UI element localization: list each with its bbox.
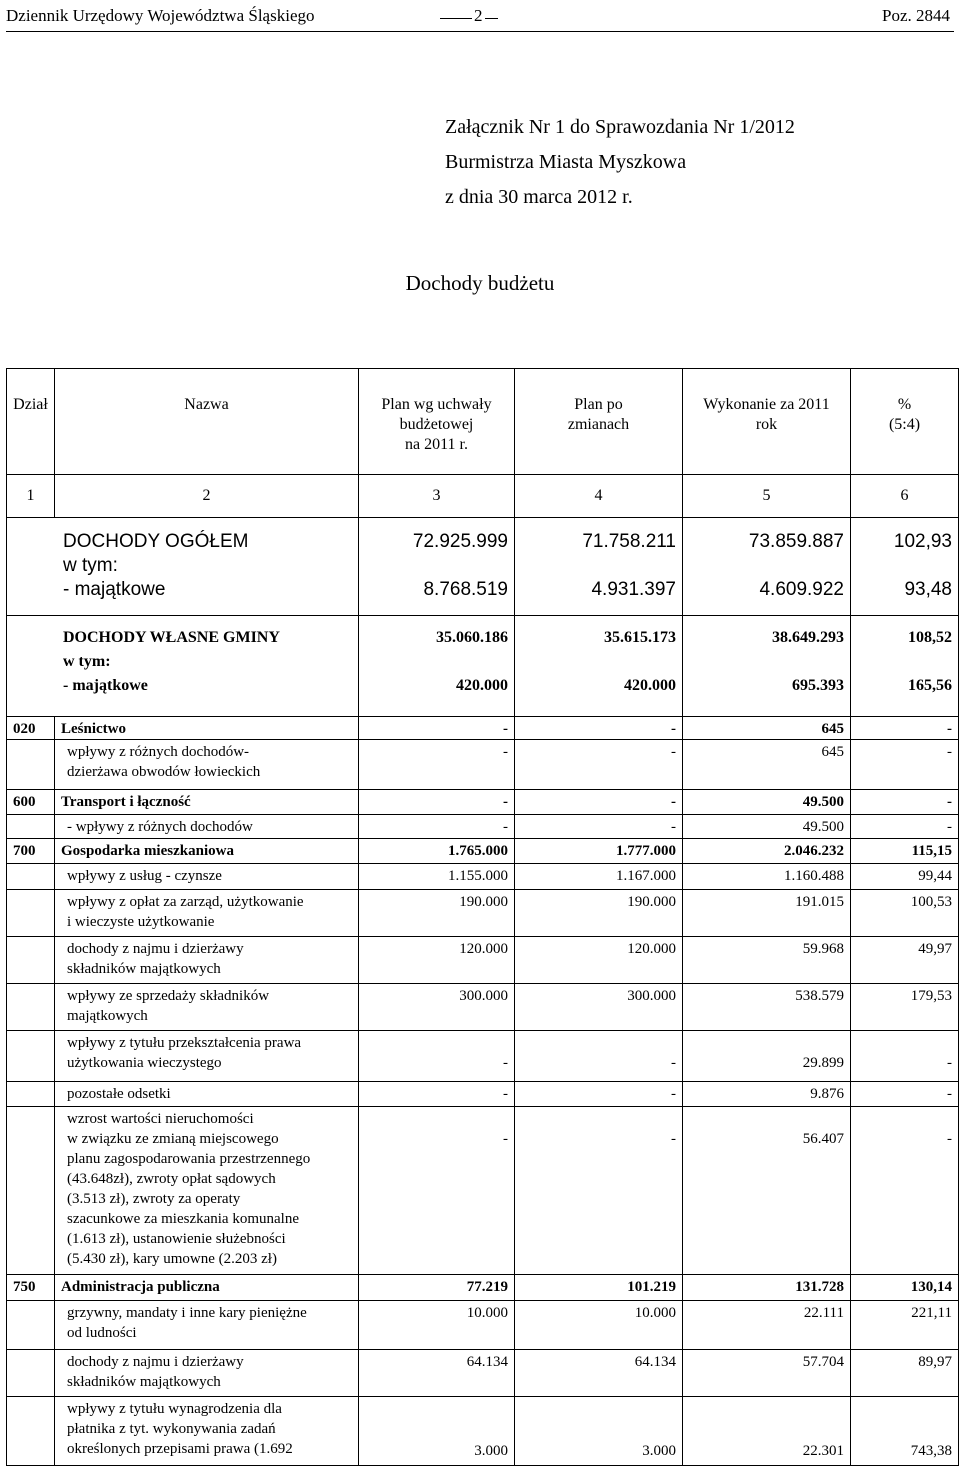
wykonanie-value: 131.728 <box>683 1275 851 1301</box>
item-name: Gospodarka mieszkaniowa <box>55 839 359 864</box>
wykonanie-value: 22.111 <box>683 1301 851 1350</box>
col-plan-uchwaly: Plan wg uchwały budżetowej na 2011 r. <box>359 369 515 475</box>
dzial-code: 600 <box>7 790 55 815</box>
dzial-code <box>7 984 55 1031</box>
item-name-line: wzrost wartości nieruchomości <box>67 1111 254 1127</box>
plan-uchwaly-value: - <box>359 717 515 740</box>
wykonanie-value: 9.876 <box>683 1082 851 1107</box>
item-name <box>55 740 359 790</box>
plan-po-zmianach-value: 120.000 <box>515 937 683 984</box>
item-name <box>55 1031 359 1082</box>
item-name-line: określonych przepisami prawa (1.692 <box>67 1441 293 1457</box>
table-row <box>7 1082 959 1107</box>
dzial-code <box>7 740 55 790</box>
plan-po-zmianach-value: 3.000 <box>515 1397 683 1466</box>
col-number: 3 <box>359 475 515 518</box>
procent-value: 179,53 <box>851 984 959 1031</box>
total-col6: 102,93 93,48 <box>851 518 959 616</box>
item-name-line: wpływy z tytułu wynagrodzenia dla <box>67 1401 282 1417</box>
revenue-table <box>6 368 959 1466</box>
plan-po-zmianach-value: 10.000 <box>515 1301 683 1350</box>
annex-line-1: Załącznik Nr 1 do Sprawozdania Nr 1/2012 <box>445 116 795 138</box>
item-name <box>55 984 359 1031</box>
section-row <box>7 1275 959 1301</box>
plan-uchwaly-value: 77.219 <box>359 1275 515 1301</box>
dzial-code <box>7 1031 55 1082</box>
dzial-code <box>7 815 55 839</box>
plan-po-zmianach-value: 1.167.000 <box>515 864 683 890</box>
plan-po-zmianach-value: 1.777.000 <box>515 839 683 864</box>
plan-po-zmianach-value: - <box>515 1031 683 1082</box>
dzial-code <box>7 864 55 890</box>
plan-uchwaly-value: - <box>359 1107 515 1275</box>
plan-uchwaly-value: 64.134 <box>359 1350 515 1397</box>
item-name-line: (43.648zł), zwroty opłat sądowych <box>67 1171 276 1187</box>
item-name: Administracja publiczna <box>55 1275 359 1301</box>
item-name: Leśnictwo <box>55 717 359 740</box>
total-revenue-row <box>7 518 959 616</box>
table-row <box>7 864 959 890</box>
wykonanie-value: 22.301 <box>683 1397 851 1466</box>
column-number-row <box>7 475 959 518</box>
item-name-line: (5.430 zł), kary umowne (2.203 zł) <box>67 1251 277 1267</box>
dzial-code <box>7 1350 55 1397</box>
procent-value: 89,97 <box>851 1350 959 1397</box>
own-col3: 35.060.186 420.000 <box>359 616 515 717</box>
procent-value: 743,38 <box>851 1397 959 1466</box>
table-row <box>7 1397 959 1466</box>
item-name-line: składników majątkowych <box>67 961 221 977</box>
col-nazwa: Nazwa <box>55 369 359 475</box>
col-procent: % (5:4) <box>851 369 959 475</box>
item-name-line: planu zagospodarowania przestrzennego <box>67 1151 311 1167</box>
own-col6: 108,52 165,56 <box>851 616 959 717</box>
procent-value: 115,15 <box>851 839 959 864</box>
procent-value: - <box>851 1031 959 1082</box>
dzial-code <box>7 1397 55 1466</box>
wykonanie-value: 645 <box>683 740 851 790</box>
procent-value: 100,53 <box>851 890 959 937</box>
page-number-dash-left <box>440 18 472 19</box>
plan-uchwaly-value: - <box>359 1082 515 1107</box>
section-row <box>7 790 959 815</box>
own-label: DOCHODY WŁASNE GMINY w tym: - majątkowe <box>7 616 359 717</box>
item-name-line: dochody z najmu i dzierżawy <box>67 941 244 957</box>
total-col3: 72.925.999 8.768.519 <box>359 518 515 616</box>
annex-line-2: Burmistrza Miasta Myszkowa <box>445 151 687 173</box>
procent-value: - <box>851 1107 959 1275</box>
dzial-code <box>7 1082 55 1107</box>
table-row <box>7 1031 959 1082</box>
plan-uchwaly-value: 1.155.000 <box>359 864 515 890</box>
wykonanie-value: 1.160.488 <box>683 864 851 890</box>
plan-po-zmianach-value: 101.219 <box>515 1275 683 1301</box>
item-name-line: szacunkowe za mieszkania komunalne <box>67 1211 299 1227</box>
dzial-code: 750 <box>7 1275 55 1301</box>
item-name-line: składników majątkowych <box>67 1374 221 1390</box>
dzial-code <box>7 1107 55 1275</box>
item-name-line: użytkowania wieczystego <box>67 1055 222 1071</box>
position-number: Poz. 2844 <box>882 6 950 25</box>
procent-value: - <box>851 1082 959 1107</box>
procent-value: - <box>851 740 959 790</box>
item-name <box>55 1107 359 1275</box>
item-name-line: od ludności <box>67 1325 137 1341</box>
own-revenue-row <box>7 616 959 717</box>
col-number: 5 <box>683 475 851 518</box>
col-number: 6 <box>851 475 959 518</box>
item-name-line: płatnika z tyt. wykonywania zadań <box>67 1421 276 1437</box>
dzial-code <box>7 937 55 984</box>
item-name-line: wpływy z różnych dochodów- <box>67 744 250 760</box>
item-name: wpływy z usług - czynsze <box>55 864 359 890</box>
plan-po-zmianach-value: 300.000 <box>515 984 683 1031</box>
item-name-line: dzierżawa obwodów łowieckich <box>67 764 261 780</box>
item-name-line: (3.513 zł), zwroty za operaty <box>67 1191 241 1207</box>
section-row <box>7 839 959 864</box>
col-number: 2 <box>55 475 359 518</box>
table-row <box>7 815 959 839</box>
plan-po-zmianach-value: - <box>515 740 683 790</box>
table-row <box>7 937 959 984</box>
procent-value: 130,14 <box>851 1275 959 1301</box>
col-number: 4 <box>515 475 683 518</box>
col-dzial: Dział <box>7 369 55 475</box>
plan-uchwaly-value: - <box>359 740 515 790</box>
item-name-line: majątkowych <box>67 1008 148 1024</box>
item-name: Transport i łączność <box>55 790 359 815</box>
procent-value: 99,44 <box>851 864 959 890</box>
table-row <box>7 890 959 937</box>
plan-po-zmianach-value: 64.134 <box>515 1350 683 1397</box>
item-name-line: grzywny, mandaty i inne kary pieniężne <box>67 1305 307 1321</box>
table-row <box>7 984 959 1031</box>
item-name-line: wpływy ze sprzedaży składników <box>67 988 270 1004</box>
page-title: Dochody budżetu <box>405 271 555 295</box>
procent-value: 49,97 <box>851 937 959 984</box>
item-name <box>55 890 359 937</box>
annex-line-3: z dnia 30 marca 2012 r. <box>445 186 633 208</box>
plan-po-zmianach-value: - <box>515 717 683 740</box>
wykonanie-value: 645 <box>683 717 851 740</box>
wykonanie-value: 29.899 <box>683 1031 851 1082</box>
item-name <box>55 937 359 984</box>
procent-value: - <box>851 790 959 815</box>
plan-po-zmianach-value: - <box>515 815 683 839</box>
plan-uchwaly-value: - <box>359 815 515 839</box>
dzial-code <box>7 1301 55 1350</box>
col-number: 1 <box>7 475 55 518</box>
wykonanie-value: 2.046.232 <box>683 839 851 864</box>
wykonanie-value: 49.500 <box>683 815 851 839</box>
wykonanie-value: 191.015 <box>683 890 851 937</box>
item-name <box>55 1350 359 1397</box>
item-name-line: i wieczyste użytkowanie <box>67 914 215 930</box>
own-col5: 38.649.293 695.393 <box>683 616 851 717</box>
item-name-line: dochody z najmu i dzierżawy <box>67 1354 244 1370</box>
section-row <box>7 717 959 740</box>
total-col4: 71.758.211 4.931.397 <box>515 518 683 616</box>
plan-po-zmianach-value: - <box>515 1107 683 1275</box>
page-number: 2 <box>474 6 483 25</box>
table-row <box>7 1107 959 1275</box>
plan-uchwaly-value: 120.000 <box>359 937 515 984</box>
plan-po-zmianach-value: 190.000 <box>515 890 683 937</box>
dzial-code: 700 <box>7 839 55 864</box>
total-label: DOCHODY OGÓŁEM w tym: - majątkowe <box>7 518 359 616</box>
wykonanie-value: 59.968 <box>683 937 851 984</box>
procent-value: - <box>851 815 959 839</box>
table-row <box>7 740 959 790</box>
table-row <box>7 1301 959 1350</box>
page-number-dash-right <box>485 18 498 19</box>
item-name: - wpływy z różnych dochodów <box>55 815 359 839</box>
item-name <box>55 1397 359 1466</box>
total-col5: 73.859.887 4.609.922 <box>683 518 851 616</box>
own-col4: 35.615.173 420.000 <box>515 616 683 717</box>
col-plan-po-zmianach: Plan po zmianach <box>515 369 683 475</box>
plan-po-zmianach-value: - <box>515 790 683 815</box>
column-header-row <box>7 369 959 475</box>
wykonanie-value: 57.704 <box>683 1350 851 1397</box>
dzial-code <box>7 890 55 937</box>
plan-uchwaly-value: - <box>359 1031 515 1082</box>
item-name-line: wpływy z opłat za zarząd, użytkowanie <box>67 894 304 910</box>
col-wykonanie: Wykonanie za 2011 rok <box>683 369 851 475</box>
item-name <box>55 1301 359 1350</box>
procent-value: 221,11 <box>851 1301 959 1350</box>
plan-uchwaly-value: 3.000 <box>359 1397 515 1466</box>
procent-value: - <box>851 717 959 740</box>
wykonanie-value: 538.579 <box>683 984 851 1031</box>
plan-po-zmianach-value: - <box>515 1082 683 1107</box>
plan-uchwaly-value: 1.765.000 <box>359 839 515 864</box>
journal-title: Dziennik Urzędowy Województwa Śląskiego <box>6 6 315 25</box>
item-name-line: (1.613 zł), ustanowienie służebności <box>67 1231 286 1247</box>
table-row <box>7 1350 959 1397</box>
item-name-line: w związku ze zmianą miejscowego <box>67 1131 279 1147</box>
header-rule <box>6 31 954 32</box>
wykonanie-value: 49.500 <box>683 790 851 815</box>
dzial-code: 020 <box>7 717 55 740</box>
plan-uchwaly-value: 10.000 <box>359 1301 515 1350</box>
plan-uchwaly-value: 190.000 <box>359 890 515 937</box>
plan-uchwaly-value: 300.000 <box>359 984 515 1031</box>
item-name-line: wpływy z tytułu przekształcenia prawa <box>67 1035 302 1051</box>
plan-uchwaly-value: - <box>359 790 515 815</box>
item-name: pozostałe odsetki <box>55 1082 359 1107</box>
wykonanie-value: 56.407 <box>683 1107 851 1275</box>
